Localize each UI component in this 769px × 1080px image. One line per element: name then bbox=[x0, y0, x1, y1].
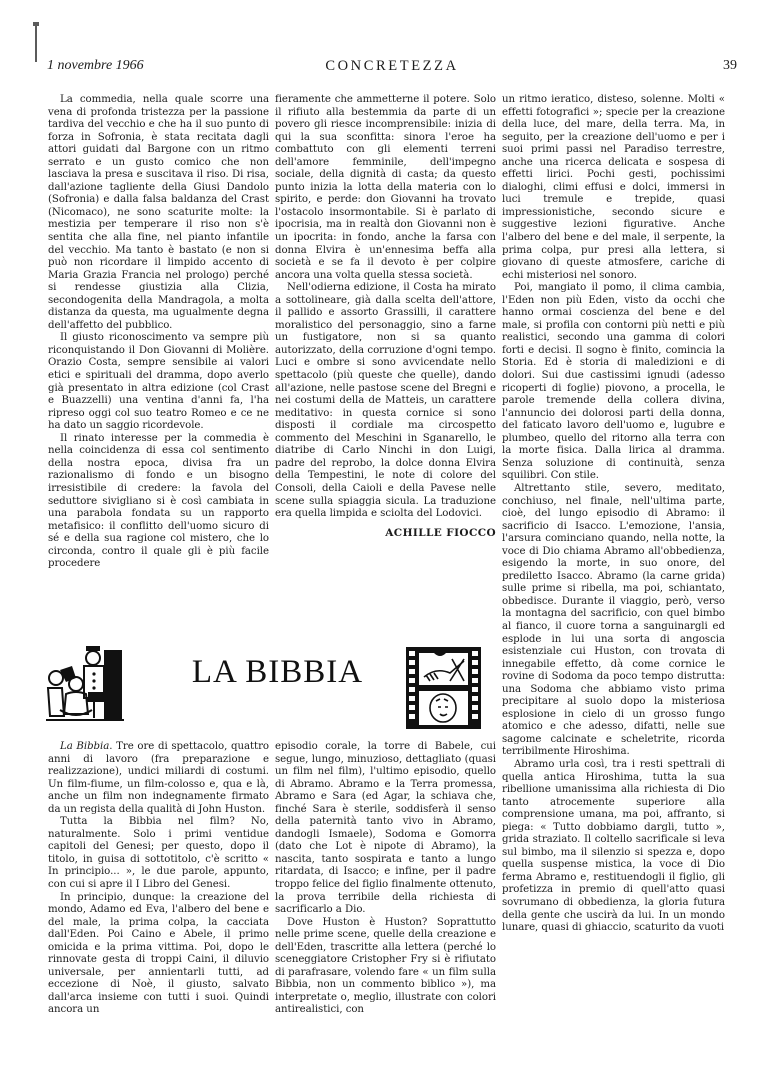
film-strip-illustration bbox=[406, 647, 481, 729]
article2-column-2 bbox=[275, 741, 496, 1017]
page-header bbox=[47, 58, 737, 80]
paragraph: Dove Huston è Huston? Soprattutto nelle prime scene, quelle della creazione e dell'Eden, trascritte alla lettera (perché lo sceneggiatore Cristopher Fry si è rifiutato di parafrasare, volendo fare « un film sulla Bibbia, non un commento biblico »), ma interpretate o, meglio, illustrate con colori antirealistici, con bbox=[275, 916, 496, 1016]
paragraph bbox=[48, 741, 269, 816]
paragraph-text: . Tre ore di spettacolo, quattro anni di lavoro (fra preparazione e realizzazione), undici miliardi di costumi. Un film-fiume, un film-colosso e, qua e là, anche un film non indegnamente firmato da un regista della qualità di John Huston. bbox=[48, 741, 269, 815]
paragraph: Abramo urla così, tra i resti spettrali di quella antica Hiroshima, tutta la sua ribellione umanissima alla richiesta di Dio tanto atrocemente superiore alla comprensione umana, ma poi, affranto, si piega: « Tutto dobbiamo dargli, tutto », grida straziato. Il coltello sacrificale si leva sul bimbo, ma il silenzio si spezza e, dopo quella suspense mistica, la voce di Dio ferma Abramo e, restituendogli il figlio, gli profetizza in premio di quell'atto quasi sovrumano di obbedienza, la gloria futura della gente che uscirà da lui. In un mondo lunare, quasi di ghiaccio, scaturito da vuoti bbox=[502, 758, 725, 934]
margin-mark bbox=[35, 22, 37, 62]
article-headline: LA BIBBIA bbox=[191, 654, 364, 690]
article2-column-3 bbox=[502, 94, 725, 935]
publication-title: CONCRETEZZA bbox=[325, 58, 459, 74]
paragraph: episodio corale, la torre di Babele, cui segue, lungo, minuzioso, dettagliato (quasi un film nel film), l'ultimo episodio, quello di Abramo. Abramo e la Terra promessa, Abramo e Sara (ed Agar, la schiava che, finché Sara è sterile, soddisferà il senso della paternità tanto vivo in Abramo, dandogli Ismaele), Sodoma e Gomorra (dato che Lot è nipote di Abramo), la nascita, tanto sospirata e tanto a lungo ritardata, di Isacco; e infine, per il padre troppo felice del figlio finalmente ottenuto, la prova terribile della richiesta di sacrificarlo a Dio. bbox=[275, 741, 496, 916]
paragraph: fieramente che ammetterne il potere. Solo il rifiuto alla bestemmia da parte di un povero gli riesce incomprensibile: inizia di qui la sua sconfitta: sinora l'eroe ha combattuto con gli elementi terreni dell'amore femminile, dell'impegno sociale, della dignità di casta; da questo punto inizia la lotta della materia con lo spirito, e perde: don Giovanni ha trovato l'ostacolo insormontabile. Si è parlato di ipocrisia, ma in realtà don Giovanni non è un ipocrita: in fondo, anche la farsa con donna Elvira è un'ennesima beffa alla società e se fa il devoto è per colpire ancora una volta quella stessa società. bbox=[275, 94, 496, 281]
paragraph: Nell'odierna edizione, il Costa ha mirato a sottolineare, già dalla scelta dell'attore, il pallido e assorto Grassilli, il carattere moralistico del personaggio, sino a farne un fustigatore, non si sa quanto autorizzato, della corruzione d'ogni tempo. Luci e ombre si sono avvicendate nello spettacolo (più queste che quelle), dando all'azione, nelle pastose scene del Bregni e nei costumi della de Matteis, un carattere meditativo: in questa cornice si sono disposti il cordiale ma circospetto commento del Meschini in Sganarello, le diatribe di Carlo Ninchi in don Luigi, padre del reprobo, la dolce donna Elvira della Tempestini, le note di colore del Consoli, della Caioli e della Pavese nelle scene sulla spiaggia sicula. La traduzione era quella limpida e sciolta del Lodovici. bbox=[275, 282, 496, 520]
paragraph: Poi, mangiato il pomo, il clima cambia, l'Eden non più Eden, visto da occhi che hanno ormai coscienza del bene e del male, si profila con contorni più netti e più realistici, secondo una gamma di colori forti e decisi. Il sogno è finito, comincia la Storia. Ed è storia di maledizioni e di dolori. Sui due castissimi ignudi (adesso ricoperti di foglie) piovono, a procella, le parole tremende della collera divina, l'annuncio dei dolorosi parti della donna, del faticato lavoro dell'uomo e, lugubre e plumbeo, quello del ritorno alla terra con la morte fisica. Dalla lirica al dramma. Senza soluzione di continuità, senza squilibri. Con stile. bbox=[502, 282, 725, 482]
paragraph: Il rinato interesse per la commedia è nella coincidenza di essa col sentimento della nostra epoca, divisa fra un razionalismo di fondo e un bisogno irresistibile di credere: la favola del seduttore sivigliano si è così cambiata in una parabola fondata su un rapporto metafisico: il conflitto dell'uomo sicuro di sé e della sua ragione col mistero, che lo circonda, contro il quale gli è più facile procedere bbox=[48, 432, 269, 570]
article1-column-1 bbox=[48, 94, 269, 571]
paragraph: un ritmo ieratico, disteso, solenne. Molti « effetti fotografici »; specie per la creazione della luce, del mare, della terra. Ma, in seguito, per la creazione dell'uomo e per i suoi primi passi nel Paradiso terrestre, anche una ricerca delicata e sospesa di effetti lirici. Pochi gesti, pochissimi dialoghi, climi effusi e dolci, immersi in luci tremule e trepide, quasi impressionistiche, secondo sicure e suggestive lezioni figurative. Anche l'albero del bene e del male, il serpente, la prima colpa, pur presi alla lettera, si giovano di queste atmosfere, cariche di echi misteriosi nel sonoro. bbox=[502, 94, 725, 281]
paragraph: In principio, dunque: la creazione del mondo, Adamo ed Eva, l'albero del bene e del male, la prima colpa, la cacciata dall'Eden. Poi Caino e Abele, il primo omicida e la prima vittima. Poi, dopo le rinnovate gesta di troppi Caini, il diluvio universale, per annientarli tutti, ad eccezione di Noè, il giusto, salvato dall'arca insieme con tutti i suoi. Quindi ancora un bbox=[48, 891, 269, 1016]
paragraph: La commedia, nella quale scorre una vena di profonda tristezza per la passione tardiva del vecchio e che ha il suo punto di forza in Sofronia, è stata recitata dagli attori guidati dal Bargone con un ritmo serrato e un gusto comico che non lasciava la presa e suscitava il riso. Di risa, dall'azione tagliente della Giusi Dandolo (Sofronia) e dalla falsa baldanza del Crast (Nicomaco), ne sono scaturite molte: la mestizia per temperare il riso non s'è sentita che alla fine, nel pianto infantile del vecchio. Ma tanto è bastato (e non si può non ricordare il limpido accento di Maria Grazia Francia nel prologo) perché si rendesse giustizia alla Clizia, secondogenita della Mandragola, a molta distanza da questa, ma ugualmente degna dell'affetto del pubblico. bbox=[48, 94, 269, 331]
paragraph: Tutta la Bibbia nel film? No, naturalmente. Solo i primi ventidue capitoli del Genesi; per questo, dopo il titolo, in guisa di sottotitolo, c'è scritto « In principio... », le due parole, appunto, con cui si apre il I Libro del Genesi. bbox=[48, 816, 269, 891]
film-title: La Bibbia bbox=[60, 741, 110, 752]
paragraph: Il giusto riconoscimento va sempre più riconquistando il Don Giovanni di Molière. Orazio Costa, sempre sensibile ai valori etici e spirituali del dramma, dopo averlo già presentato in altra edizione (col Crast e Buazzelli) una ventina d'anni fa, l'ha ripreso oggi col suo teatro Romeo e ce ne ha dato un saggio ricordevole. bbox=[48, 332, 269, 432]
theatre-scene-illustration bbox=[46, 644, 124, 724]
page-number: 39 bbox=[723, 58, 737, 73]
issue-date: 1 novembre 1966 bbox=[47, 58, 144, 73]
paragraph: Altrettanto stile, severo, meditato, conchiuso, nel finale, nell'ultima parte, cioè, del lungo episodio di Abramo: il sacrificio di Isacco. L'emozione, l'ansia, l'arsura cominciano quando, nella notte, la voce di Dio chiama Abramo all'obbedienza, esigendo la morte, in suo onore, del prediletto Isacco. Abramo (la carne grida) sulle prime si ribella, ma poi, schiantato, obbedisce. Durante il viaggio, però, verso la montagna del sacrificio, con quel bimbo al fianco, il cuore torna a sanguinargli ed esplode in lui una sorta di angoscia esistenziale cui Huston, con trovata di innegabile effetto, dà come cornice le rovine di Sodoma da poco tempo distrutta: una Sodoma che abbiamo visto prima precipitare al suolo dopo la misteriosa esplosione in cielo di un grosso fungo atomico e che adesso, difatti, nelle sue sagome calcinate e scheletrite, ricorda terribilmente Hiroshima. bbox=[502, 482, 725, 758]
article2-column-1 bbox=[48, 741, 269, 1017]
article1-column-2 bbox=[275, 94, 496, 539]
author-signature: ACHILLE FIOCCO bbox=[385, 526, 496, 539]
